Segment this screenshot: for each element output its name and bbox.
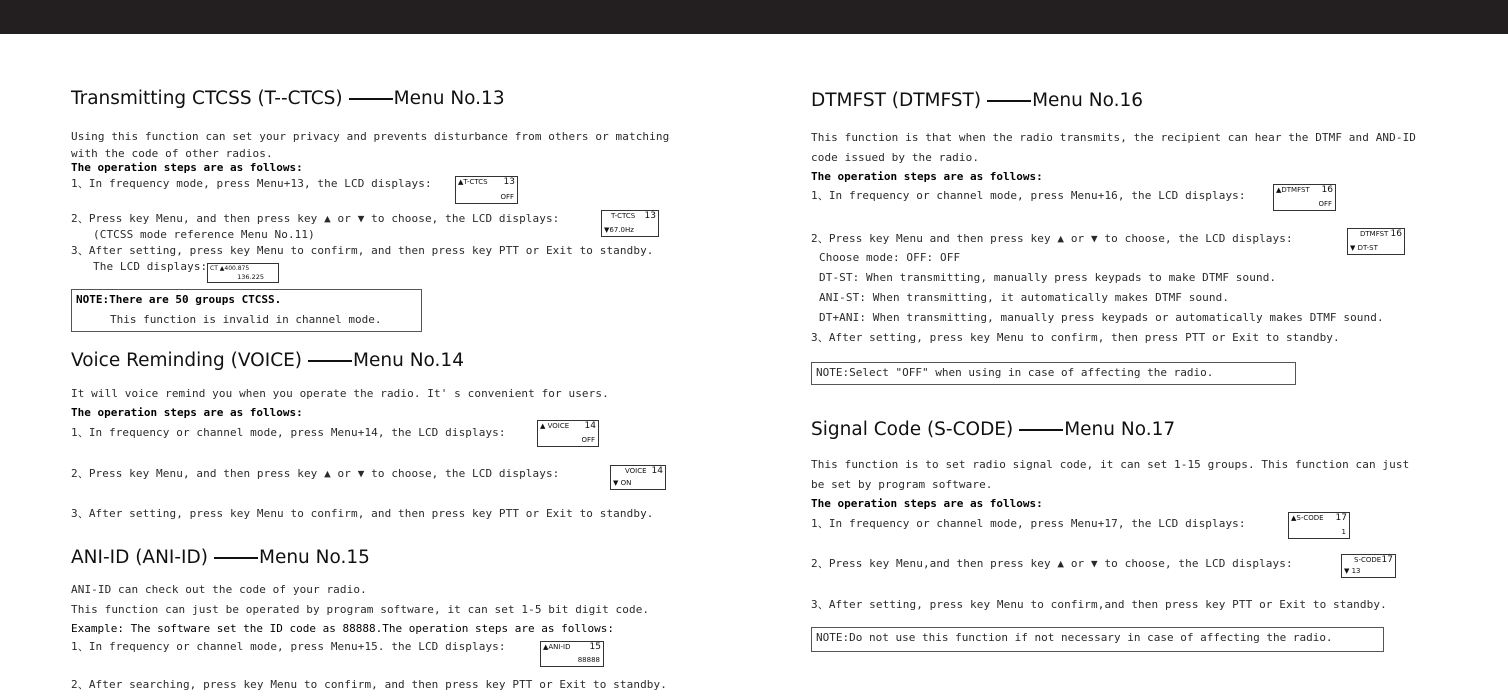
mode-line: ANI-ST: When transmitting, it automatically makes DTMF sound. [819,291,1230,304]
heading-title: DTMFST (DTMFST) [811,90,982,111]
paragraph: be set by program software. [811,478,993,491]
paragraph: code issued by the radio. [811,151,980,164]
step-2-note: (CTCSS mode reference Menu No.11) [93,228,315,241]
section-heading-16 [811,90,1143,111]
lcd-display [601,210,659,237]
lcd-display [1288,512,1350,539]
heading-dash [349,98,393,100]
example-label: Example: The software set the ID code as 88888.The operation steps are as follows: [71,622,615,635]
operation-steps-label: The operation steps are as follows: [71,406,303,419]
operation-steps-label: The operation steps are as follows: [71,161,303,174]
heading-menu: Menu No.15 [258,547,370,568]
mode-line: DT+ANI: When transmitting, manually press keypads or automatically makes DTMF sound. [819,311,1384,324]
heading-dash [308,360,352,362]
note-box [71,289,422,332]
step-2: 2、Press key Menu,and then press key ▲ or ▼ to choose, the LCD displays: [811,557,1293,570]
paragraph: Using this function can set your privacy and prevents disturbance from others or matching [71,130,670,143]
note-line-2: This function is invalid in channel mode. [110,313,382,326]
lcd-display [1273,184,1336,211]
lcd-menu-number: 16 [1321,185,1333,195]
lcd-display [207,263,279,283]
heading-menu: Menu No.16 [1032,90,1143,111]
lcd-line-1: S-CODE [1354,556,1382,564]
step-1: 1、In frequency or channel mode, press Menu+16, the LCD displays: [811,189,1246,202]
lcd-line-1: ▲S-CODE [1291,514,1324,522]
paragraph: with the code of other radios. [71,147,273,160]
step-1: 1、In frequency mode, press Menu+13, the LCD displays: [71,177,432,190]
lcd-display [1341,554,1396,578]
section-heading-17 [811,419,1175,440]
lcd-line-2: OFF [581,436,595,444]
paragraph: This function is to set radio signal code, it can set 1-15 groups. This function can just [811,458,1410,471]
note-text: NOTE:Select "OFF" when using in case of affecting the radio. [816,366,1214,379]
lcd-line-2: 1 [1341,528,1346,536]
heading-menu: Menu No.14 [353,350,464,371]
heading-menu: Menu No.17 [1064,419,1176,440]
heading-dash [987,100,1031,102]
heading-title: Voice Reminding (VOICE) [71,350,303,371]
section-heading-13 [71,88,505,109]
lcd-line-1: DTMFST [1360,230,1389,238]
lcd-line-2: ▼ 13 [1344,567,1361,575]
heading-title: Transmitting CTCSS (T--CTCS) [71,88,343,109]
step-2: 2、Press key Menu, and then press key ▲ or ▼ to choose, the LCD displays: [71,467,560,480]
lcd-menu-number: 13 [503,177,515,187]
paragraph: It will voice remind you when you operate the radio. It' s convenient for users. [71,387,609,400]
lcd-line-2: OFF [500,193,514,201]
lcd-menu-number: 17 [1381,555,1393,565]
step-3: 3、After setting, press key Menu to confirm,and then press key PTT or Exit to standby. [811,598,1387,611]
heading-title: ANI-ID (ANI-ID) [71,547,208,568]
lcd-menu-number: 16 [1390,229,1402,239]
paragraph: This function is that when the radio transmits, the recipient can hear the DTMF and AND-ID [811,131,1417,144]
heading-dash [1019,429,1063,431]
lcd-menu-number: 13 [644,211,656,221]
lcd-line-2: ▼ ON [613,479,632,487]
lcd-line-1: T-CTCS [611,212,636,220]
lcd-display [540,641,604,667]
step-1: 1、In frequency or channel mode, press Menu+15. the LCD displays: [71,640,506,653]
heading-dash [214,557,258,559]
step-2: 2、Press key Menu, and then press key ▲ or ▼ to choose, the LCD displays: [71,212,560,225]
top-header-bar [0,0,1508,34]
step-1: 1、In frequency or channel mode, press Menu+17, the LCD displays: [811,517,1246,530]
paragraph: This function can just be operated by program software, it can set 1-5 bit digit code. [71,603,650,616]
mode-line: DT-ST: When transmitting, manually press keypads to make DTMF sound. [819,271,1277,284]
mode-line: Choose mode: OFF: OFF [819,251,961,264]
step-1: 1、In frequency or channel mode, press Menu+14, the LCD displays: [71,426,506,439]
note-text: NOTE:Do not use this function if not necessary in case of affecting the radio. [816,631,1333,644]
lcd-menu-number: 14 [651,466,663,476]
lcd-menu-number: 15 [589,642,601,652]
lcd-line-1: CT ▲400.875 [210,265,250,272]
section-heading-15 [71,547,370,568]
note-line-1: NOTE:There are 50 groups CTCSS. [76,293,282,306]
operation-steps-label: The operation steps are as follows: [811,497,1043,510]
lcd-line-1: VOICE [625,467,647,475]
lcd-display [1347,228,1405,255]
lcd-line-1: ▲DTMFST [1276,186,1310,194]
lcd-display [455,176,518,204]
step-3: 3、After setting, press key Menu to confirm, and then press key PTT or Exit to standby. [71,244,654,257]
step-3-note: The LCD displays: [93,260,208,273]
lcd-line-2: 136.225 [237,273,264,281]
lcd-line-2: ▼ DT-ST [1350,244,1378,252]
lcd-display [610,465,666,490]
lcd-menu-number: 14 [584,421,596,431]
lcd-line-2: 88888 [577,656,600,664]
heading-title: Signal Code (S-CODE) [811,419,1014,440]
step-3: 3、After setting, press key Menu to confirm, then press PTT or Exit to standby. [811,331,1340,344]
lcd-line-1: ▲ANI-ID [543,643,571,651]
lcd-display [537,420,599,447]
lcd-menu-number: 17 [1335,513,1347,523]
lcd-line-2: OFF [1318,200,1332,208]
lcd-line-1: ▲T-CTCS [458,178,488,186]
step-2: 2、Press key Menu and then press key ▲ or ▼ to choose, the LCD displays: [811,232,1293,245]
paragraph: ANI-ID can check out the code of your radio. [71,583,367,596]
step-3: 3、After setting, press key Menu to confirm, and then press key PTT or Exit to standby. [71,507,654,520]
note-box [811,362,1296,385]
lcd-line-2: ▼67.0Hz [604,226,634,234]
operation-steps-label: The operation steps are as follows: [811,170,1043,183]
step-2: 2、After searching, press key Menu to confirm, and then press key PTT or Exit to standby. [71,678,667,691]
heading-menu: Menu No.13 [393,88,505,109]
lcd-line-1: ▲ VOICE [540,422,570,430]
note-box [811,627,1384,652]
section-heading-14 [71,350,464,371]
